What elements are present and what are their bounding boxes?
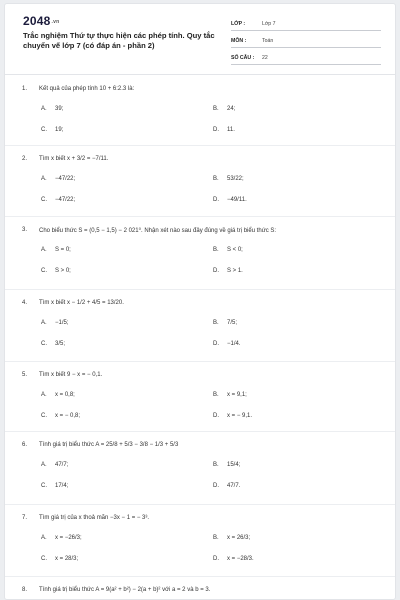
option-label: D. — [213, 197, 219, 203]
option-label: C. — [41, 483, 47, 489]
question-divider — [5, 576, 396, 577]
question-divider — [5, 289, 396, 290]
option-value: 17/4; — [55, 483, 69, 489]
option-value: S > 1. — [227, 268, 243, 274]
question-divider — [5, 504, 396, 505]
logo-suffix: .vn — [51, 18, 60, 25]
question-header — [22, 86, 392, 96]
option-value: x = − 9,1. — [227, 413, 253, 419]
option-value: 15/4; — [227, 462, 241, 468]
question-divider — [5, 145, 396, 146]
question-divider — [5, 216, 396, 217]
question-text: Tìm x biết x − 1/2 + 4/5 = 13/20. — [39, 300, 124, 306]
option-value: x = 28/3; — [55, 556, 79, 562]
question-text: Tìm x biết 9 − x = − 0,1. — [39, 372, 103, 378]
option-label: A. — [41, 106, 47, 112]
option-label: D. — [213, 127, 219, 133]
question-divider — [5, 431, 396, 432]
option-value: −49/11. — [227, 197, 247, 203]
option-label: A. — [41, 462, 47, 468]
option-value: −1/5; — [55, 320, 69, 326]
question-number: 2. — [22, 156, 28, 162]
option-value: 3/5; — [55, 341, 66, 347]
option-label: C. — [41, 197, 47, 203]
option-value: x = 0,8; — [55, 392, 75, 398]
question-header — [22, 227, 392, 237]
question-text: Tìm giá trị của x thoả mãn −3x − 1 = − 3³. — [39, 515, 150, 521]
document-header — [5, 4, 396, 68]
option-label: A. — [41, 535, 47, 541]
option-label: B. — [213, 462, 219, 468]
question-number: 5. — [22, 372, 28, 378]
option-label: B. — [213, 247, 219, 253]
question-header — [22, 300, 392, 310]
meta-label: LỚP : — [231, 21, 246, 27]
site-logo[interactable] — [23, 14, 59, 28]
option-label: A. — [41, 320, 47, 326]
question-header — [22, 515, 392, 525]
document-title: Trắc nghiệm Thứ tự thực hiện các phép tính. Quy tắc chuyển vế lớp 7 (có đáp án - phần 2) — [23, 31, 215, 50]
option-value: S = 0; — [55, 247, 71, 253]
option-label: C. — [41, 268, 47, 274]
question-number: 3. — [22, 227, 28, 233]
option-value: x = − 0,8; — [55, 413, 81, 419]
option-label: D. — [213, 268, 219, 274]
option-label: C. — [41, 341, 47, 347]
question-number: 7. — [22, 515, 28, 521]
option-label: B. — [213, 392, 219, 398]
question-number: 1. — [22, 86, 28, 92]
option-value: 19; — [55, 127, 64, 133]
option-label: A. — [41, 247, 47, 253]
option-label: D. — [213, 341, 219, 347]
option-value: 11. — [227, 127, 235, 133]
question-divider — [5, 361, 396, 362]
option-label: B. — [213, 535, 219, 541]
question-header — [22, 587, 392, 597]
meta-row-subject — [231, 35, 381, 48]
header-divider — [5, 74, 396, 75]
option-value: x = 9,1; — [227, 392, 247, 398]
option-label: D. — [213, 413, 219, 419]
option-value: x = 26/3; — [227, 535, 251, 541]
question-header — [22, 442, 392, 452]
meta-value: Toán — [262, 38, 274, 44]
meta-row-grade — [231, 18, 381, 31]
question-header — [22, 156, 392, 166]
option-label: C. — [41, 127, 47, 133]
meta-label: SỐ CÂU : — [231, 55, 255, 61]
meta-value: 22 — [262, 55, 268, 61]
question-text: Tính giá trị biểu thức A = 9(a² + b²) − 2(a + b)² với a = 2 và b = 3. — [39, 587, 211, 593]
question-number: 6. — [22, 442, 28, 448]
option-value: x = −28/3. — [227, 556, 254, 562]
question-header — [22, 372, 392, 382]
meta-label: MÔN : — [231, 38, 247, 44]
option-label: B. — [213, 106, 219, 112]
option-label: B. — [213, 176, 219, 182]
option-label: C. — [41, 413, 47, 419]
option-value: −47/22; — [55, 176, 76, 182]
option-value: 47/7. — [227, 483, 241, 489]
option-value: 39; — [55, 106, 64, 112]
question-text: Cho biểu thức S = (0,5 − 1,5) − 2 021⁰. Nhận xét nào sau đây đúng về giá trị biểu thức S: — [39, 228, 277, 234]
question-text: Tìm x biết x + 3/2 = −7/11. — [39, 156, 109, 162]
logo-text: 2048 — [23, 14, 51, 28]
option-label: D. — [213, 556, 219, 562]
meta-value: Lớp 7 — [262, 21, 276, 27]
option-value: 7/5; — [227, 320, 238, 326]
document-page — [4, 3, 396, 600]
option-value: 47/7; — [55, 462, 69, 468]
option-value: −47/22; — [55, 197, 76, 203]
document-meta — [231, 18, 381, 69]
option-label: A. — [41, 176, 47, 182]
question-number: 8. — [22, 587, 28, 593]
option-value: S < 0; — [227, 247, 243, 253]
question-text: Tính giá trị biểu thức A = 25/8 + 5/3 − 3/8 − 1/3 + 5/3 — [39, 442, 179, 448]
option-label: B. — [213, 320, 219, 326]
option-value: −1/4. — [227, 341, 241, 347]
option-value: 53/22; — [227, 176, 244, 182]
meta-row-count — [231, 52, 381, 65]
option-label: A. — [41, 392, 47, 398]
option-label: C. — [41, 556, 47, 562]
option-value: S > 0; — [55, 268, 71, 274]
question-text: Kết quả của phép tính 10 + 6:2.3 là: — [39, 86, 135, 92]
option-value: x = −26/3; — [55, 535, 82, 541]
option-value: 24; — [227, 106, 236, 112]
option-label: D. — [213, 483, 219, 489]
question-number: 4. — [22, 300, 28, 306]
